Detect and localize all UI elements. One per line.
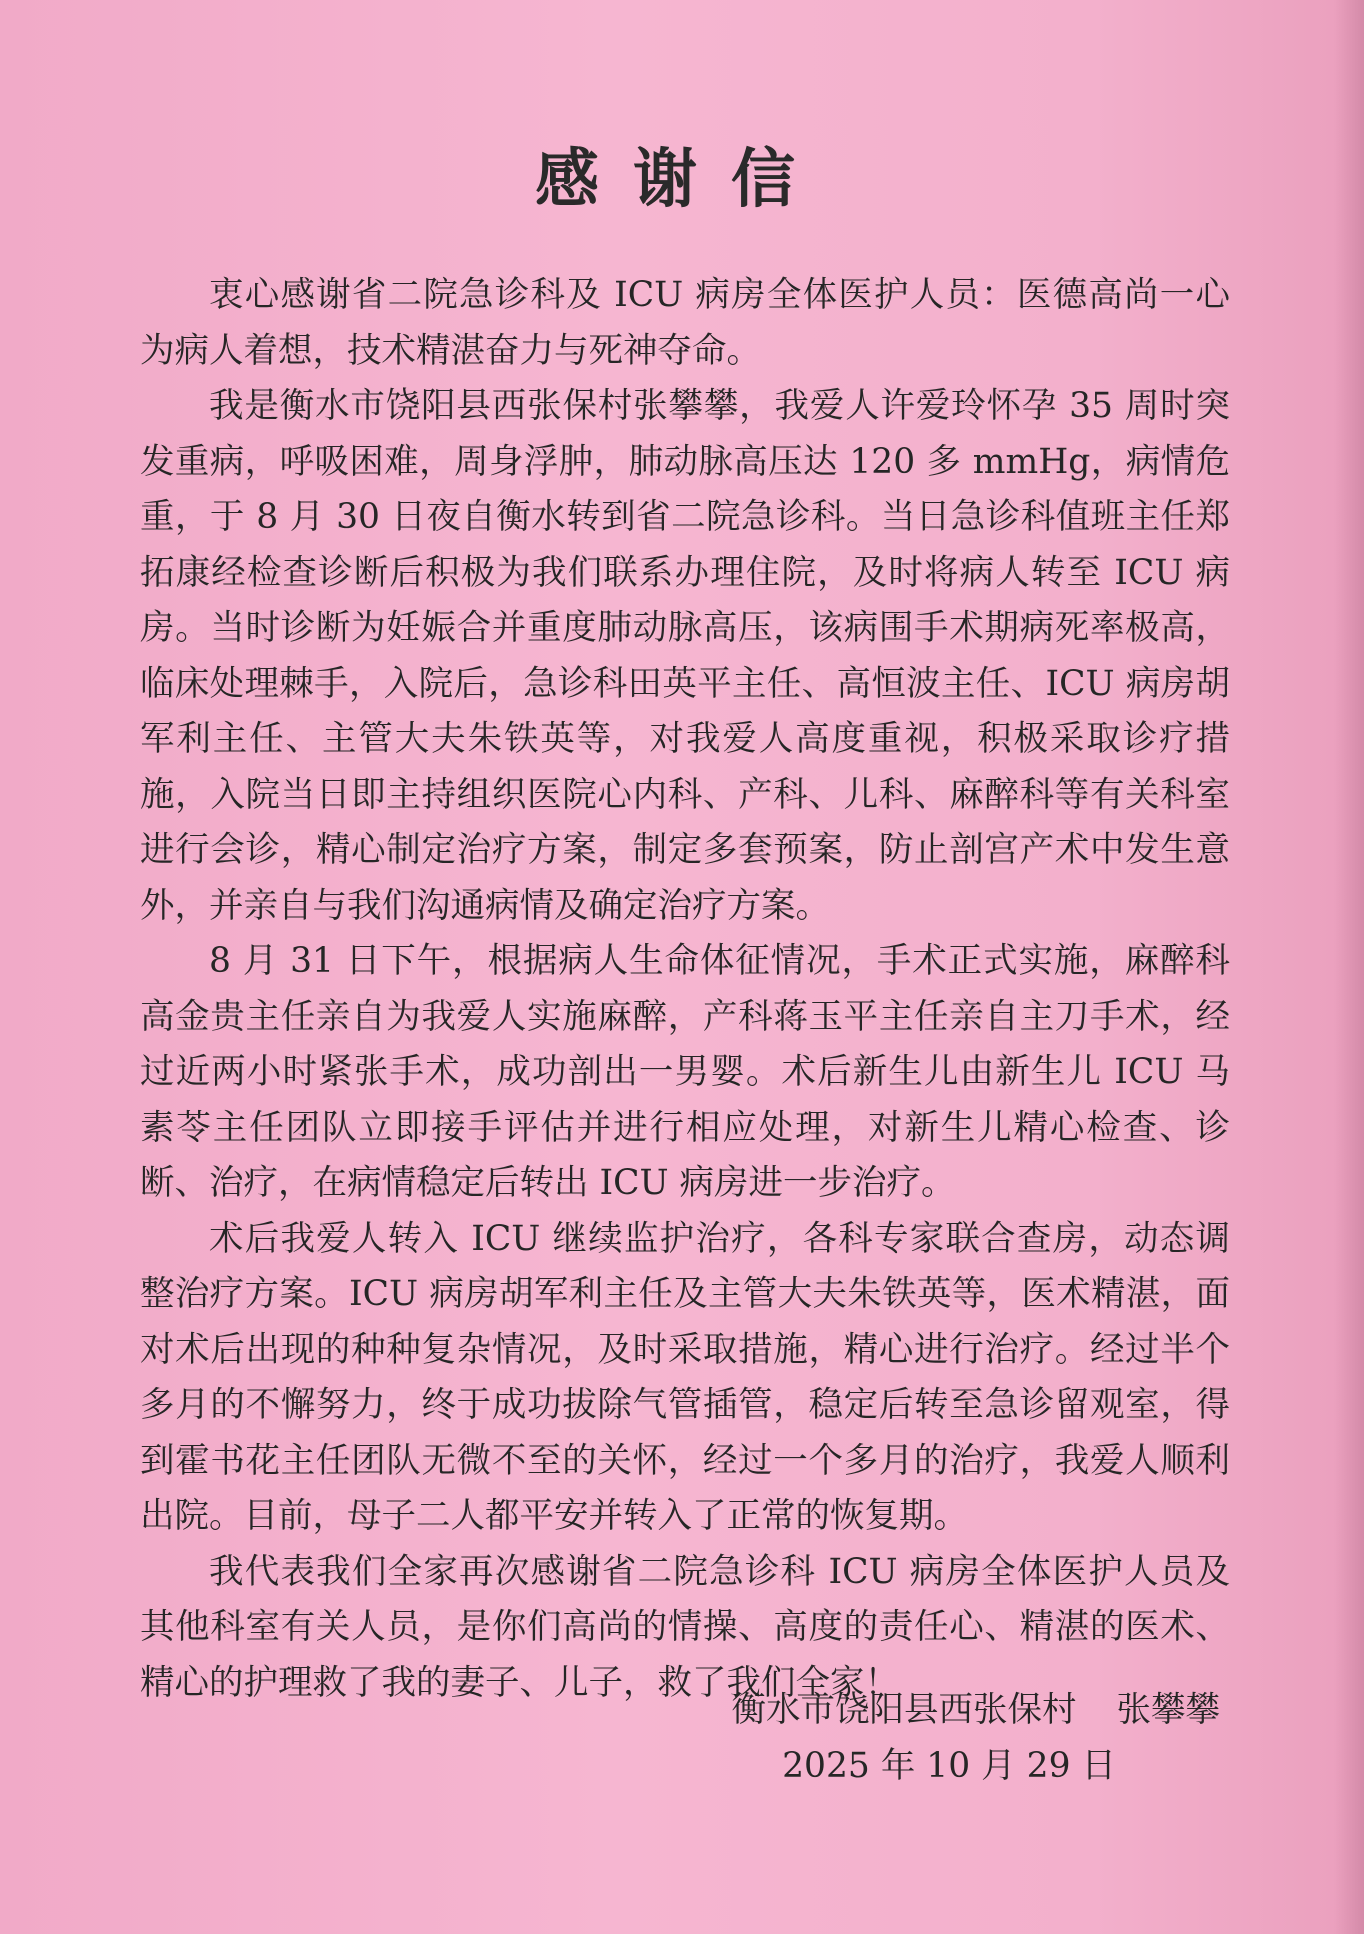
letter-title: 感谢信 [535, 142, 829, 217]
paragraph-closing: 我代表我们全家再次感谢省二院急诊科 ICU 病房全体医护人员及其他科室有关人员，是你们高尚的情操、高度的责任心、精湛的医术、精心的护理救了我的妻子、儿子，救了我们全家！ [140, 1551, 1230, 1703]
paragraph-admission: 我是衡水市饶阳县西张保村张攀攀，我爱人许爱玲怀孕 35 周时突发重病，呼吸困难，周身浮肿，肺动脉高压达 120 多 mmHg，病情危重，于 8 月 30 日夜自衡水转到省二院急诊科。当日急诊科值班主任郑拓康经检查诊断后积极为我们联系办理住院，及时将病人转至 ICU 病房。当时诊断为妊娠合并重度肺动脉高压，该病围手术期病死率极高，临床处理棘手，入院后，急诊科田英平主任、高恒波主任、ICU 病房胡军利主任、主管大夫朱铁英等，对我爱人高度重视，积极采取诊疗措施，入院当日即主持组织医院心内科、产科、儿科、麻醉科等有关科室进行会诊，精心制定治疗方案，制定多套预案，防止剖宫产术中发生意外，并亲自与我们沟通病情及确定治疗方案。 [140, 386, 1230, 926]
paragraph-recovery: 术后我爱人转入 ICU 继续监护治疗，各科专家联合查房，动态调整治疗方案。ICU 病房胡军利主任及主管大夫朱铁英等，医术精湛，面对术后出现的种种复杂情况，及时采取措施，精心进行治疗。经过半个多月的不懈努力，终于成功拔除气管插管，稳定后转至急诊留观室，得到霍书花主任团队无微不至的关怀，经过一个多月的治疗，我爱人顺利出院。目前，母子二人都平安并转入了正常的恢复期。 [140, 1218, 1230, 1536]
signature-date: 2025 年 10 月 29 日 [782, 1746, 1116, 1786]
letter-body [140, 268, 1230, 1711]
signature-line [600, 1682, 1220, 1738]
paragraph-opening: 衷心感谢省二院急诊科及 ICU 病房全体医护人员：医德高尚一心为病人着想，技术精湛奋力与死神夺命。 [140, 275, 1230, 371]
signature-name: 张攀攀 [1116, 1690, 1220, 1730]
paragraph-surgery: 8 月 31 日下午，根据病人生命体征情况，手术正式实施，麻醉科高金贵主任亲自为我爱人实施麻醉，产科蒋玉平主任亲自主刀手术，经过近两小时紧张手术，成功剖出一男婴。术后新生儿由新生儿 ICU 马素苓主任团队立即接手评估并进行相应处理，对新生儿精心检查、诊断、治疗，在病情稳定后转出 ICU 病房进一步治疗。 [140, 941, 1230, 1203]
signature-block [600, 1682, 1220, 1794]
signature-place: 衡水市饶阳县西张保村 [731, 1690, 1077, 1730]
paper-shadow-edge [1334, 0, 1364, 1934]
